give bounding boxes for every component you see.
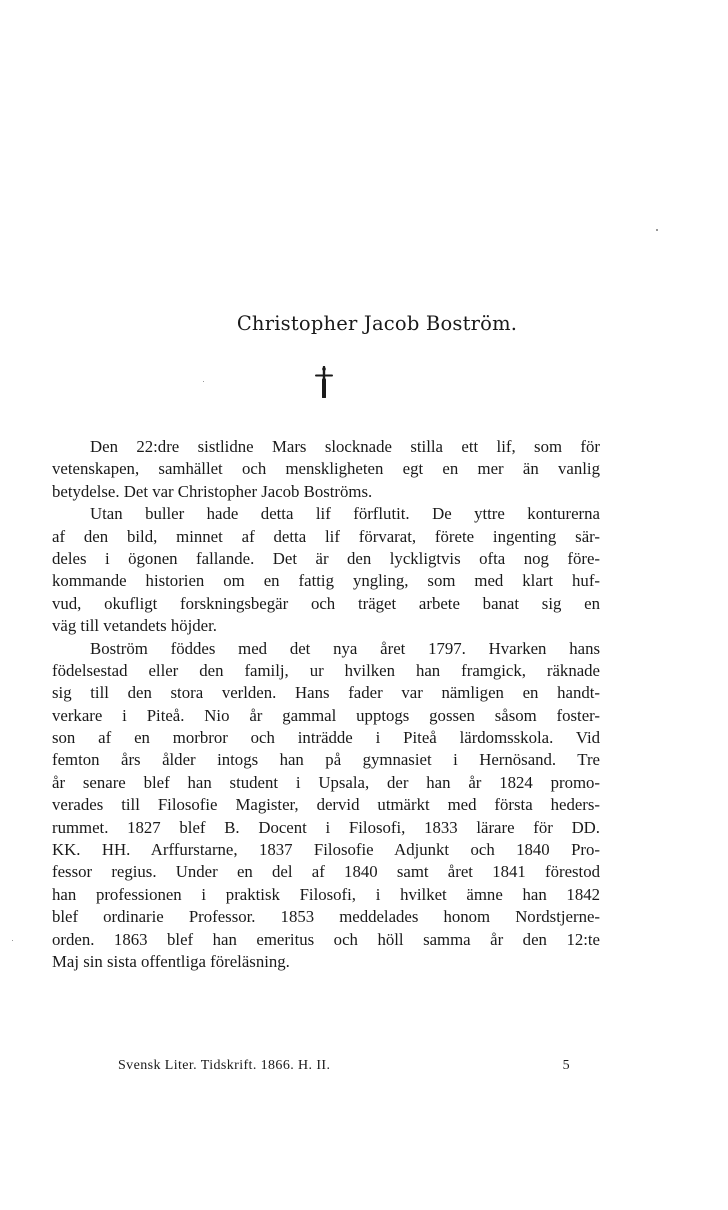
text-line: af den bild, minnet af detta lif förvarat, förete ingenting sär- [52, 526, 600, 546]
text-line: verkare i Piteå. Nio år gammal upptogs gossen såsom foster- [52, 705, 600, 725]
article-body [52, 436, 600, 973]
text-line: vetenskapen, samhället och menskligheten egt en mer än vanlig [52, 459, 600, 479]
text-line: Utan buller hade detta lif förflutit. De yttre konturerna [90, 504, 600, 524]
article-title: Christopher Jacob Boström. [236, 312, 518, 335]
text-line: femton års ålder intogs han på gymnasiet i Hernösand. Tre [52, 750, 600, 770]
page-number: 5 [562, 1058, 570, 1073]
text-line: väg till vetandets höjder. [52, 616, 217, 636]
text-line: fessor regius. Under en del af 1840 samt året 1841 förestod [52, 862, 600, 882]
text-line: orden. 1863 blef han emeritus och höll samma år den 12:te [52, 929, 600, 949]
journal-citation: Svensk Liter. Tidskrift. 1866. H. II. [118, 1058, 331, 1073]
text-line: rummet. 1827 blef B. Docent i Filosofi, 1833 lärare för DD. [52, 817, 600, 837]
text-line: sig till den stora verlden. Hans fader var nämligen en handt- [52, 683, 600, 703]
text-line: vud, okufligt forskningsbegär och träget arbete banat sig en [52, 593, 600, 613]
text-line: verades till Filosofie Magister, dervid utmärkt med första heders- [52, 795, 600, 815]
paper-speck [656, 229, 658, 231]
text-line: deles i ögonen fallande. Det är den lyckligtvis ofta nog före- [52, 548, 600, 568]
text-line: han professionen i praktisk Filosofi, i hvilket ämne han 1842 [52, 884, 600, 904]
text-line: blef ordinarie Professor. 1853 meddelades honom Nordstjerne- [52, 907, 600, 927]
paper-speck [12, 940, 13, 941]
cross-icon [313, 366, 335, 398]
text-line: Den 22:dre sistlidne Mars slocknade stilla ett lif, som för [90, 437, 600, 456]
text-line: kommande historien om en fattig yngling, som med klart huf- [52, 571, 600, 591]
text-line: betydelse. Det var Christopher Jacob Boströms. [52, 481, 373, 501]
text-line: Maj sin sista offentliga föreläsning. [52, 951, 290, 971]
text-line: KK. HH. Arffurstarne, 1837 Filosofie Adjunkt och 1840 Pro- [52, 840, 600, 860]
text-line: födelsestad eller den familj, ur hvilken han framgick, räknade [52, 660, 600, 680]
text-line: år senare blef han student i Upsala, der han år 1824 promo- [52, 772, 600, 792]
paper-speck [203, 381, 204, 382]
text-line: son af en morbror och inträdde i Piteå lärdomsskola. Vid [52, 728, 600, 748]
text-line: Boström föddes med det nya året 1797. Hvarken hans [90, 638, 600, 658]
